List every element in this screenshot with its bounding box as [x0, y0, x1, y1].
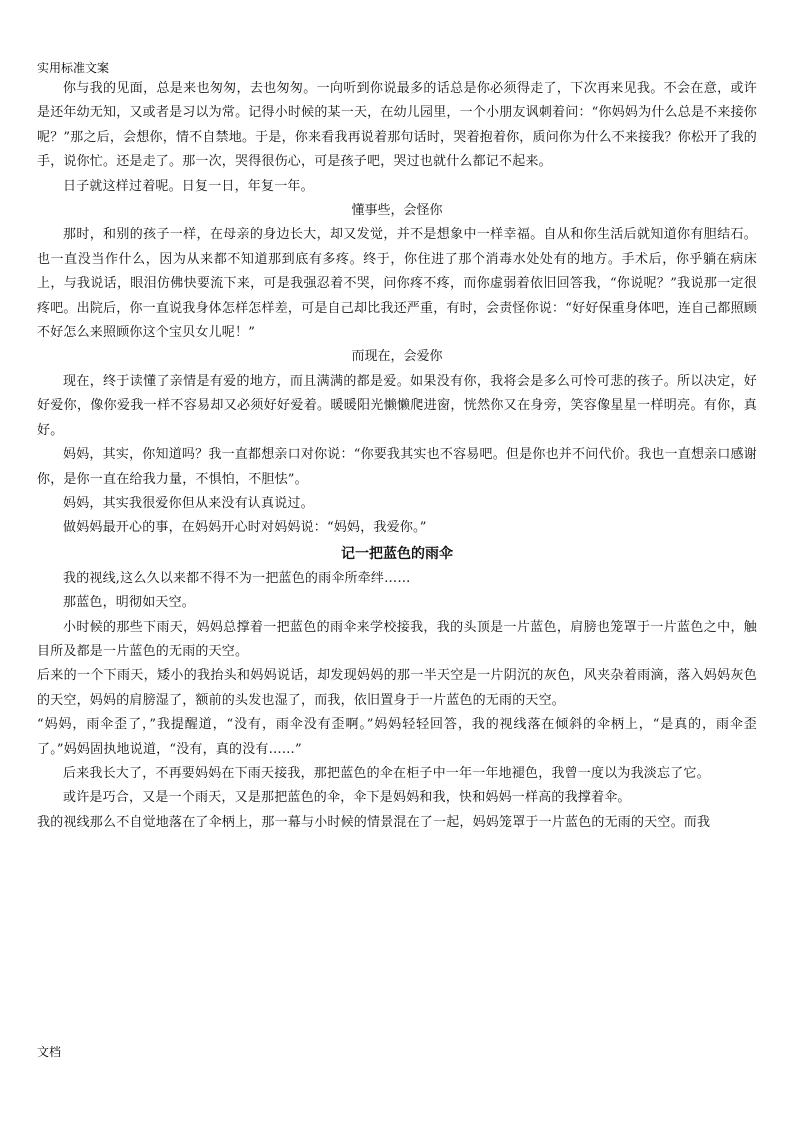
paragraph: “妈妈，雨伞歪了，”我提醒道，“没有，雨伞没有歪啊。”妈妈轻轻回答，我的视线落在倾斜的伞柄上，“是真的，雨伞歪了。”妈妈固执地说道，“没有，真的没有……”	[37, 717, 757, 757]
article-title: 记一把蓝色的雨伞	[341, 545, 453, 562]
header-label: 实用标准文案	[37, 61, 110, 75]
paragraph: 我的视线那么不自觉地落在了伞柄上，那一幕与小时候的情景混在了一起，妈妈笼罩于一片蓝色的无雨的天空。而我	[37, 814, 711, 830]
paragraph: 妈妈，其实，你知道吗？我一直都想亲口对你说：“你要我其实也不容易吧。但是你也并不问代价。我也一直想亲口感谢你，是你一直在给我力量，不惧怕，不胆怯”。	[37, 447, 757, 487]
paragraph: 或许是巧合，又是一个雨天，又是那把蓝色的伞，伞下是妈妈和我，快和妈妈一样高的我撑着伞。	[63, 790, 631, 806]
paragraph: 后来我长大了，不再要妈妈在下雨天接我，那把蓝色的伞在柜子中一年一年地褪色，我曾一度以为我淡忘了它。	[63, 765, 710, 781]
paragraph: 那蓝色，明彻如天空。	[63, 595, 196, 611]
section-heading: 而现在，会爱你	[351, 349, 443, 365]
paragraph: 后来的一个下雨天，矮小的我抬头和妈妈说话，却发现妈妈的那一半天空是一片阴沉的灰色，风夹杂着雨滴，落入妈妈灰色的天空，妈妈的肩膀湿了，额前的头发也湿了，而我，依旧置身于一片蓝色的无雨的天空。	[37, 668, 757, 708]
document-body	[37, 77, 757, 835]
paragraph: 那时，和别的孩子一样，在母亲的身边长大，却又发觉，并不是想象中一样幸福。自从和你生活后就知道你有胆结石。也一直没当作什么，因为从来都不知道那到底有多疼。终于，你住进了那个消毒水处处有的地方。手术后，你乎躺在病床上，与我说话，眼泪仿佛快要流下来，可是我强忍着不哭，问你疼不疼，而你虚弱着依旧回答我，“你说呢？”我说那一定很疼吧。出院后，你一直说我身体怎样怎样差，可是自己却比我还严重，有时，会责怪你说：“好好保重身体吧，连自己都照顾不好怎么来照顾你这个宝贝女儿呢！”	[37, 227, 757, 341]
paragraph: 我的视线,这么久以来都不得不为一把蓝色的雨伞所牵绊……	[63, 570, 411, 586]
paragraph: 你与我的见面，总是来也匆匆，去也匆匆。一向听到你说最多的话总是你必须得走了，下次再来见我。不会在意，或许是还年幼无知，又或者是习以为常。记得小时候的某一天，在幼儿园里，一个小朋友讽刺着问：“你妈妈为什么总是不来接你呢？”那之后，会想你，情不自禁地。于是，你来看我再说着那句话时，哭着抱着你，质问你为什么不来接我？你松开了我的手，说你忙。还是走了。那一次，哭得很伤心，可是孩子吧，哭过也就什么都记不起来。	[37, 81, 757, 170]
footer-label: 文档	[37, 1045, 62, 1059]
paragraph: 日子就这样过着呢。日复一日，年复一年。	[63, 178, 314, 194]
paragraph: 小时候的那些下雨天，妈妈总撑着一把蓝色的雨伞来学校接我，我的头顶是一片蓝色，肩膀也笼罩于一片蓝色之中，触目所及都是一片蓝色的无雨的天空。	[37, 619, 757, 659]
paragraph: 做妈妈最开心的事，在妈妈开心时对妈妈说：“妈妈，我爱你。”	[63, 520, 427, 536]
paragraph: 现在，终于读懂了亲情是有爱的地方，而且满满的都是爱。如果没有你，我将会是多么可怜可悲的孩子。所以决定，好好爱你，像你爱我一样不容易却又必须好好爱着。暖暖阳光懒懒爬进窗，恍然你又在身旁，笑容像星星一样明亮。有你，真好。	[37, 373, 757, 438]
paragraph: 妈妈，其实我很爱你但从来没有认真说过。	[63, 495, 314, 511]
section-heading: 懂事些，会怪你	[351, 203, 443, 219]
